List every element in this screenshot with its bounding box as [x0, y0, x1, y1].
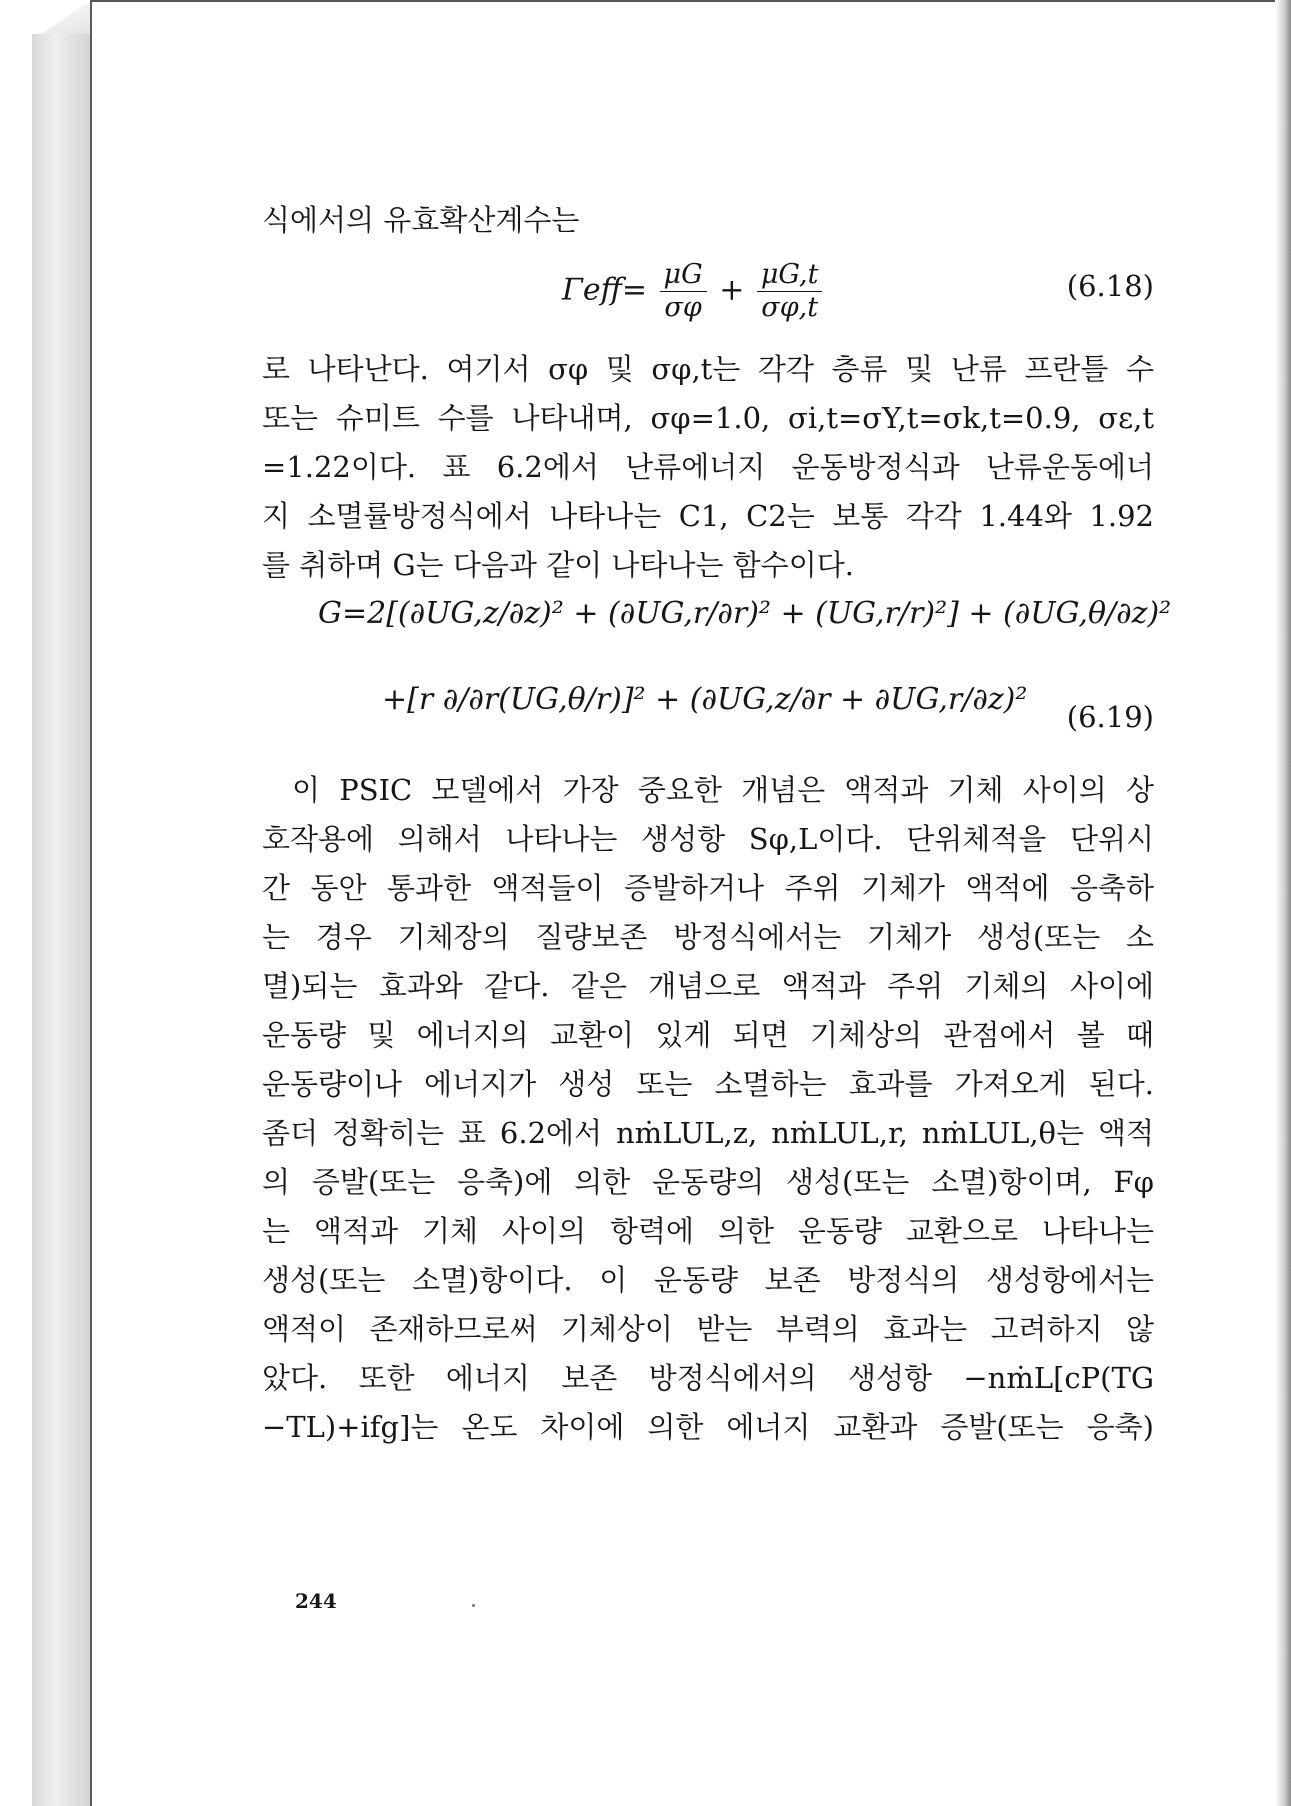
equation-6-19-row1: G=2[(∂UG,z/∂z)² + (∂UG,r/∂r)² + (UG,r/r)²] + (∂UG,θ/∂z)² [318, 596, 1172, 631]
eq618-frac1-denominator: σφ [664, 292, 702, 323]
equation-6-19-row2: +[r ∂/∂r(UG,θ/r)]² + (∂UG,z/∂r + ∂UG,r/∂z)² [382, 682, 1028, 717]
page-speck [472, 1604, 475, 1607]
equation-6-18-body [562, 259, 825, 324]
paragraph-line: 또는 슈미트 수를 나타내며, σφ=1.0, σi,t=σY,t=σk,t=0.9, σε,t [262, 401, 1154, 435]
eq618-plus: + [719, 272, 745, 308]
eq618-frac2-denominator: σφ,t [761, 292, 819, 323]
eq618-frac1 [660, 259, 707, 324]
equation-number-6-19: (6.19) [1066, 700, 1154, 734]
equation-6-19 [262, 590, 1172, 766]
paragraph-line: 호작용에 의해서 나타나는 생성항 Sφ,L이다. 단위체적을 단위시 [262, 822, 1154, 856]
paragraph-line: −TL)+ifg]는 온도 차이에 의한 에너지 교환과 증발(또는 응축) [262, 1410, 1154, 1444]
equation-6-18 [262, 245, 1154, 345]
paragraph-line: 를 취하며 G는 다음과 같이 나타나는 함수이다. [262, 548, 854, 582]
paragraph-line: 는 액적과 기체 사이의 항력에 의한 운동량 교환으로 나타나는 [262, 1214, 1154, 1248]
paragraph-line: 생성(또는 소멸)항이다. 이 운동량 보존 방정식의 생성항에서는 [262, 1263, 1154, 1297]
paragraph-line: 운동량이나 에너지가 생성 또는 소멸하는 효과를 가져오게 된다. [262, 1067, 1154, 1101]
paragraph-line: 로 나타난다. 여기서 σφ 및 σφ,t는 각각 층류 및 난류 프란틀 수 [262, 352, 1154, 386]
paragraph-line: 좀더 정확히는 표 6.2에서 nṁLUL,z, nṁLUL,r, nṁLUL,θ는 액적 [262, 1116, 1154, 1150]
paragraph-line: 운동량 및 에너지의 교환이 있게 되면 기체상의 관점에서 볼 때 [262, 1018, 1154, 1052]
eq618-frac2 [757, 259, 823, 324]
paragraph-line: 이 PSIC 모델에서 가장 중요한 개념은 액적과 기체 사이의 상 [292, 773, 1154, 807]
intro-line: 식에서의 유효확산계수는 [262, 203, 580, 237]
paragraph-line: 간 동안 통과한 액적들이 증발하거나 주위 기체가 액적에 응축하 [262, 871, 1154, 905]
equation-number-6-18: (6.18) [1066, 269, 1154, 303]
page-top-edge [90, 0, 1275, 2]
paragraph-2 [262, 766, 1154, 1452]
paragraph-line: 지 소멸률방정식에서 나타나는 C1, C2는 보통 각각 1.44와 1.92 [262, 499, 1154, 533]
eq618-frac2-numerator: μG,t [757, 259, 823, 292]
paragraph-line: 는 경우 기체장의 질량보존 방정식에서는 기체가 생성(또는 소 [262, 920, 1154, 954]
paragraph-line: 았다. 또한 에너지 보존 방정식에서의 생성항 −nṁL[cP(TG [262, 1361, 1154, 1395]
page-right-edge [1275, 0, 1291, 1806]
paragraph-1 [262, 345, 1154, 590]
eq618-frac1-numerator: μG [660, 259, 707, 292]
eq618-lhs: Γeff= [562, 272, 647, 308]
paragraph-line: =1.22이다. 표 6.2에서 난류에너지 운동방정식과 난류운동에너 [262, 450, 1154, 484]
paragraph-line: 액적이 존재하므로써 기체상이 받는 부력의 효과는 고려하지 않 [262, 1312, 1154, 1346]
book-spine [32, 34, 92, 1806]
page-number: 244 [295, 1589, 337, 1613]
page-content [262, 196, 1172, 1452]
paragraph-line: 멸)되는 효과와 같다. 같은 개념으로 액적과 주위 기체의 사이에 [262, 969, 1154, 1003]
paragraph-line: 의 증발(또는 응축)에 의한 운동량의 생성(또는 소멸)항이며, Fφ [262, 1165, 1154, 1199]
